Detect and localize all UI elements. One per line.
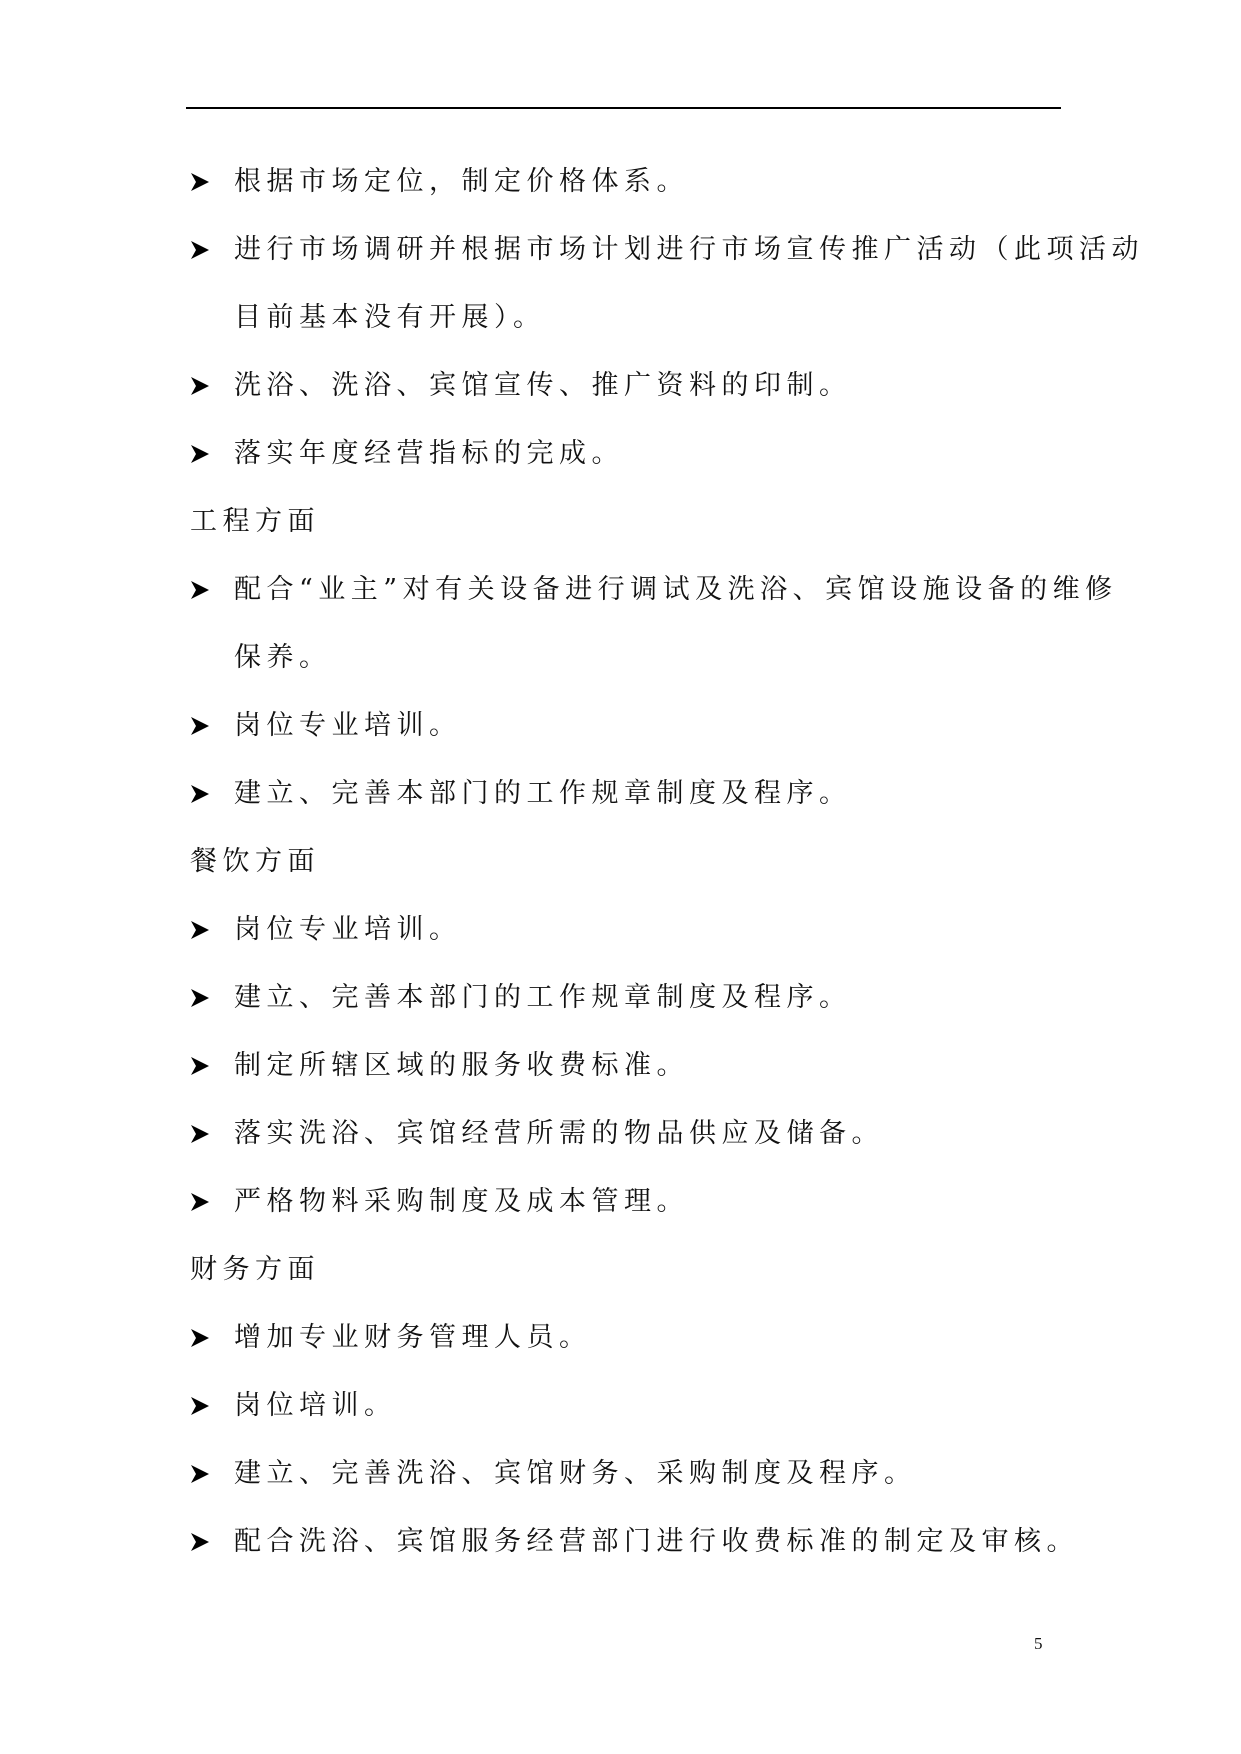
section-heading — [190, 488, 1070, 556]
arrowhead-bullet-icon — [190, 216, 220, 284]
item-text: 岗位培训。 — [234, 1390, 397, 1421]
list-item — [190, 1304, 1070, 1372]
item-text: 根据市场定位，制定价格体系。 — [234, 166, 689, 197]
item-text: 保养。 — [234, 642, 332, 673]
arrowhead-bullet-icon — [190, 1372, 220, 1440]
heading-text: 工程方面 — [190, 506, 320, 537]
arrowhead-bullet-icon — [190, 1508, 220, 1576]
list-item — [190, 1168, 1070, 1236]
arrowhead-bullet-icon — [190, 148, 220, 216]
list-item — [190, 1440, 1070, 1508]
item-text: 进行市场调研并根据市场计划进行市场宣传推广活动（此项活动 — [234, 234, 1144, 265]
document-body — [190, 148, 1144, 1576]
arrowhead-bullet-icon — [190, 896, 220, 964]
arrowhead-bullet-icon — [190, 1032, 220, 1100]
arrowhead-bullet-icon — [190, 352, 220, 420]
item-text: 建立、完善本部门的工作规章制度及程序。 — [234, 778, 852, 809]
list-item — [190, 556, 1118, 624]
list-item — [190, 420, 1070, 488]
section-heading — [190, 828, 1070, 896]
list-item-continuation — [190, 284, 1070, 352]
arrowhead-bullet-icon — [190, 1168, 220, 1236]
item-text: 严格物料采购制度及成本管理。 — [234, 1186, 689, 1217]
arrowhead-bullet-icon — [190, 760, 220, 828]
arrowhead-bullet-icon — [190, 692, 220, 760]
item-text: 岗位专业培训。 — [234, 914, 462, 945]
list-item — [190, 1508, 1079, 1576]
list-item — [190, 1372, 1070, 1440]
item-text: 建立、完善洗浴、宾馆财务、采购制度及程序。 — [234, 1458, 917, 1489]
list-item-continuation — [190, 624, 1070, 692]
list-item — [190, 760, 1070, 828]
list-item — [190, 352, 1070, 420]
item-text: 洗浴、洗浴、宾馆宣传、推广资料的印制。 — [234, 370, 852, 401]
item-text: 建立、完善本部门的工作规章制度及程序。 — [234, 982, 852, 1013]
item-text: 落实洗浴、宾馆经营所需的物品供应及储备。 — [234, 1118, 884, 1149]
item-text: 配合“业主”对有关设备进行调试及洗浴、宾馆设施设备的维修 — [234, 574, 1118, 605]
list-item — [190, 1100, 1070, 1168]
list-item — [190, 148, 1070, 216]
list-item — [190, 896, 1070, 964]
arrowhead-bullet-icon — [190, 556, 220, 624]
arrowhead-bullet-icon — [190, 964, 220, 1032]
item-text: 目前基本没有开展）。 — [234, 302, 546, 333]
arrowhead-bullet-icon — [190, 1100, 220, 1168]
list-item — [190, 1032, 1070, 1100]
arrowhead-bullet-icon — [190, 420, 220, 488]
section-heading — [190, 1236, 1070, 1304]
item-text: 制定所辖区域的服务收费标准。 — [234, 1050, 689, 1081]
item-text: 配合洗浴、宾馆服务经营部门进行收费标准的制定及审核。 — [234, 1526, 1079, 1557]
arrowhead-bullet-icon — [190, 1440, 220, 1508]
list-item — [190, 964, 1070, 1032]
item-text: 增加专业财务管理人员。 — [234, 1322, 592, 1353]
item-text: 落实年度经营指标的完成。 — [234, 438, 624, 469]
header-rule — [186, 107, 1061, 109]
heading-text: 餐饮方面 — [190, 846, 320, 877]
page-number: 5 — [1034, 1634, 1043, 1653]
list-item — [190, 692, 1070, 760]
list-item — [190, 216, 1144, 284]
arrowhead-bullet-icon — [190, 1304, 220, 1372]
item-text: 岗位专业培训。 — [234, 710, 462, 741]
heading-text: 财务方面 — [190, 1254, 320, 1285]
